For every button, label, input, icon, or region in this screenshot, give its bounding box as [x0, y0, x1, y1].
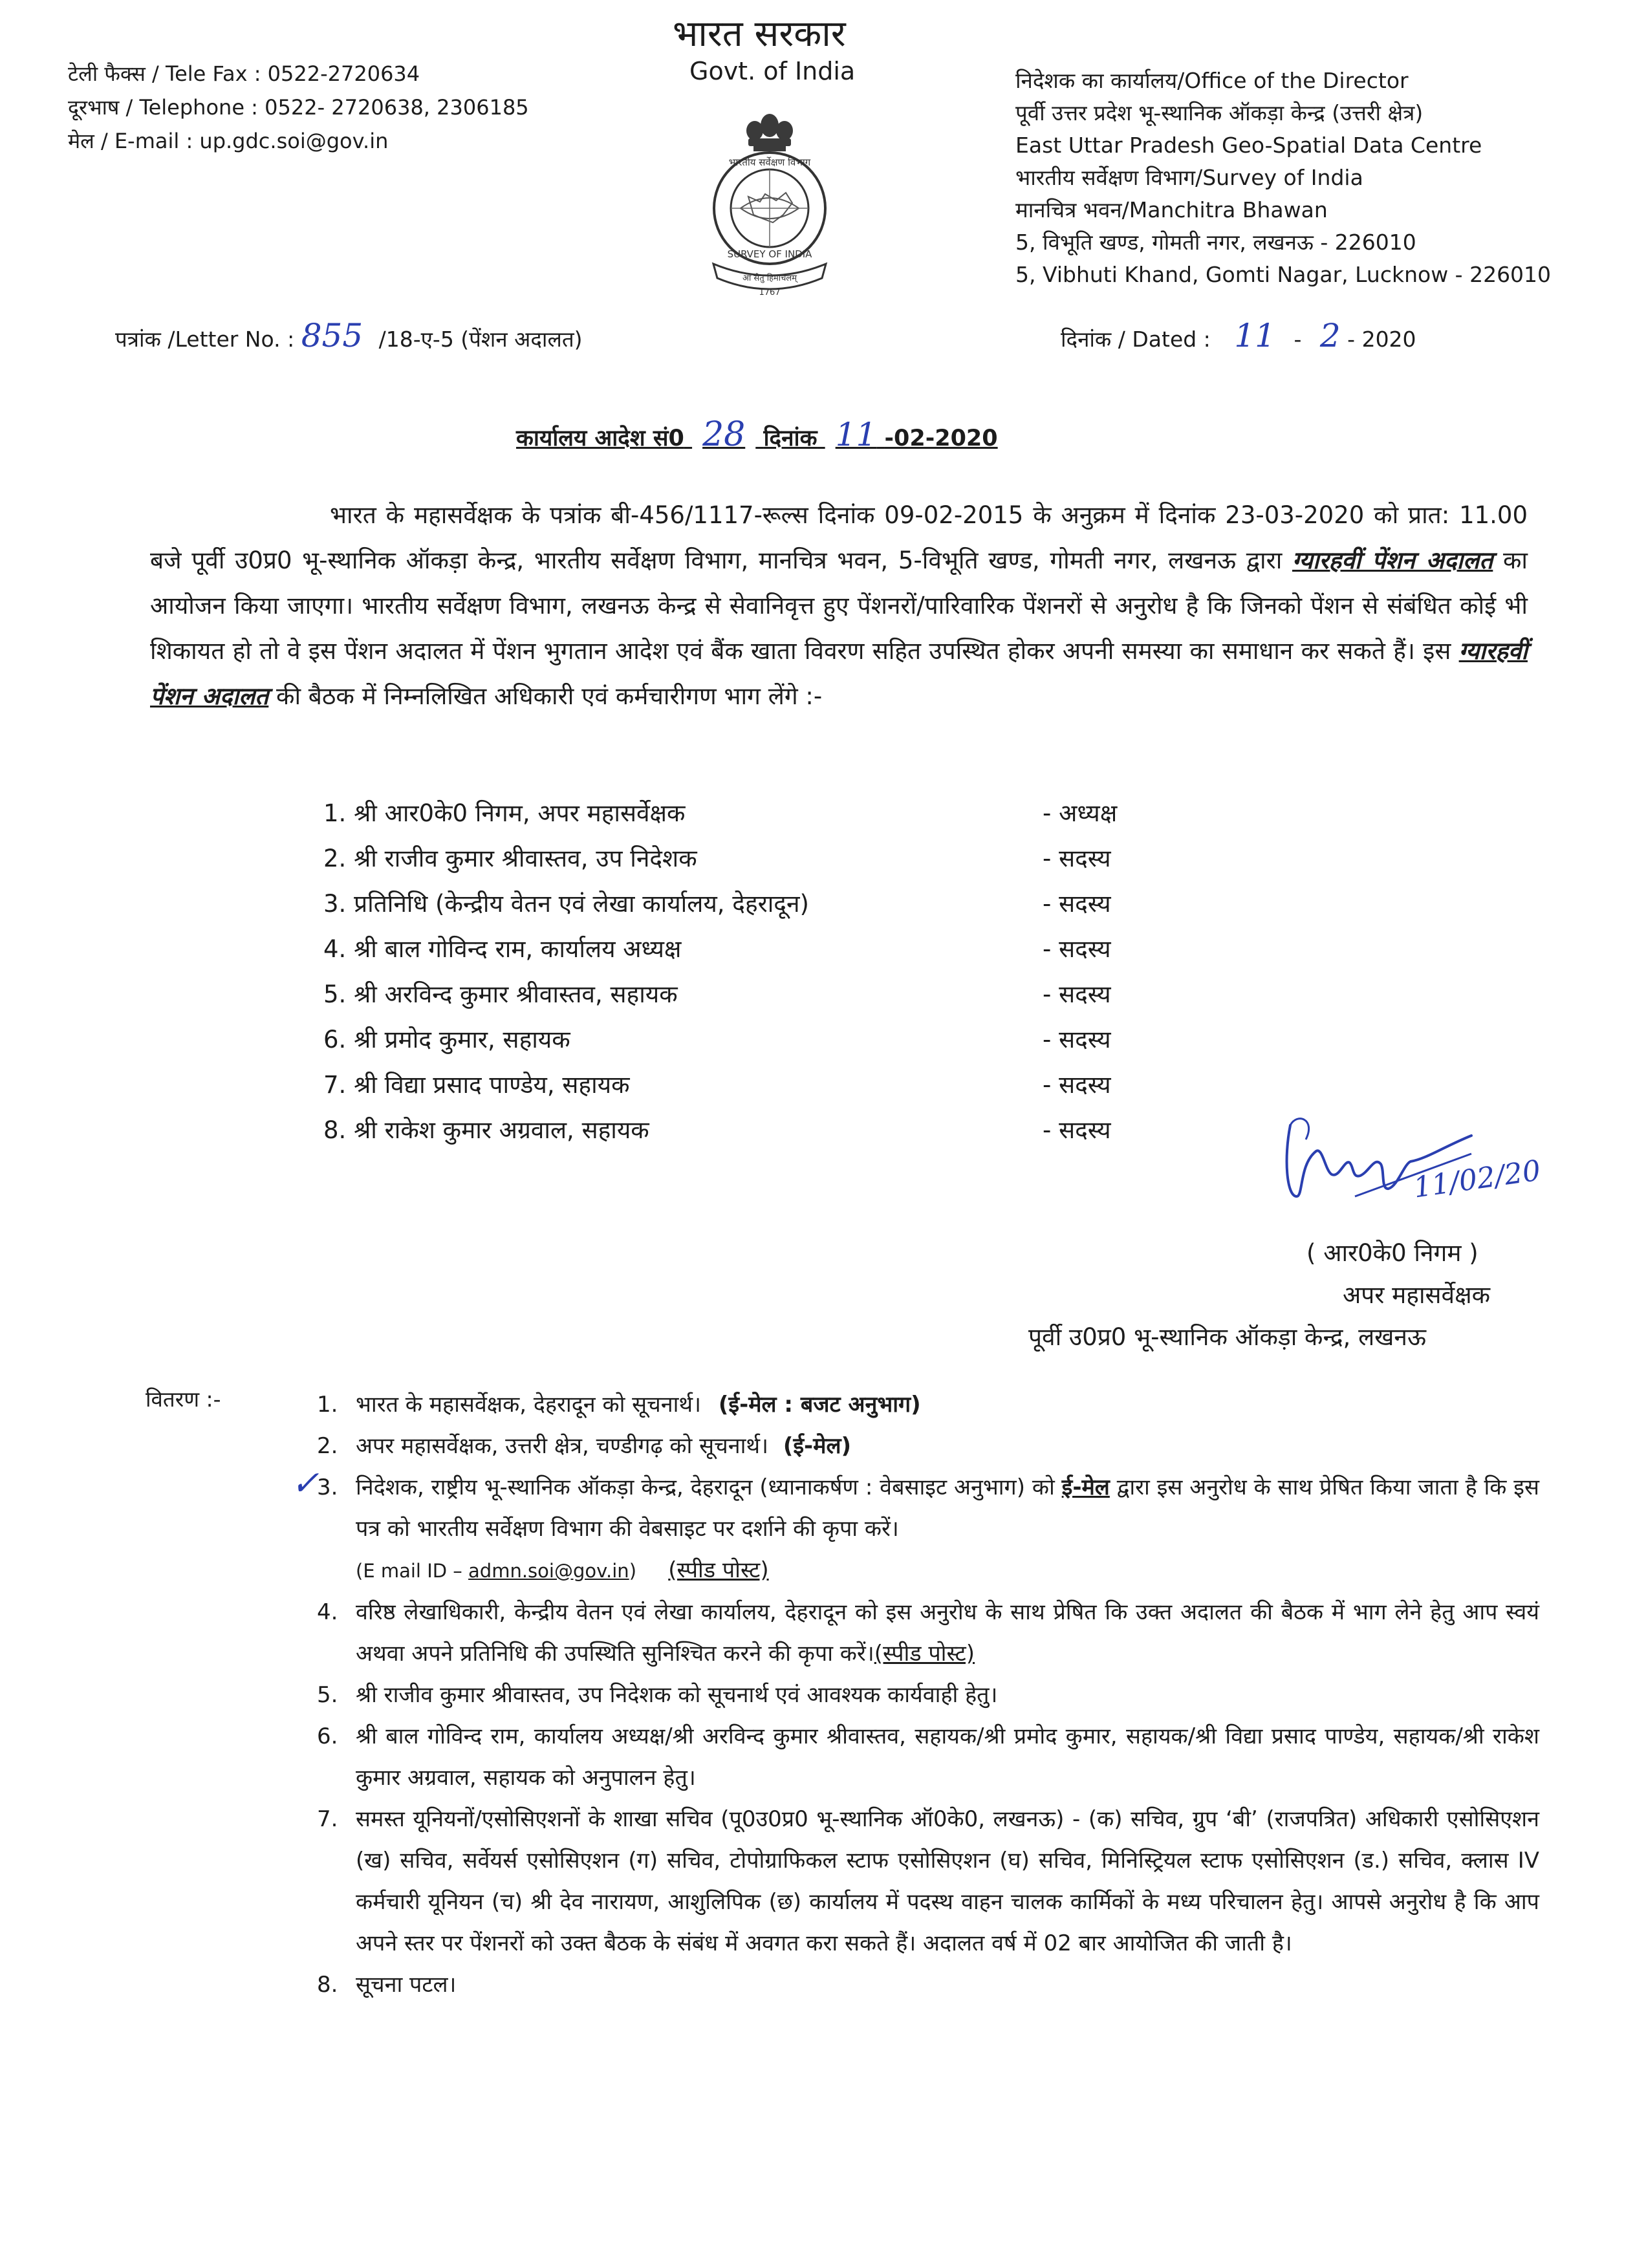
item-text: श्री राजीव कुमार श्रीवास्तव, उप निदेशक को सूचनार्थ एवं आवश्यक कार्यवाही हेतु।: [356, 1682, 998, 1708]
office-line: East Uttar Pradesh Geo-Spatial Data Centre: [1015, 133, 1482, 158]
member-role: - सदस्य: [1043, 935, 1111, 963]
signature-block: [1277, 1099, 1543, 1218]
email-id-line: [356, 1550, 1539, 1592]
member-row: [323, 795, 1164, 841]
item-number: 3.: [317, 1474, 338, 1500]
telephone-line: दूरभाष / Telephone : 0522- 2720638, 2306185: [68, 95, 529, 120]
member-role: - सदस्य: [1043, 890, 1111, 918]
signature-date-handwritten: 11/02/20: [1411, 1154, 1543, 1205]
member-role: - सदस्य: [1043, 980, 1111, 1008]
office-line: पूर्वी उत्तर प्रदेश भू-स्थानिक ऑकड़ा केन्द्र (उत्तरी क्षेत्र): [1015, 100, 1424, 125]
body-text: की बैठक में निम्नलिखित अधिकारी एवं कर्मचारीगण भाग लेंगे :-: [276, 682, 823, 710]
signatory-designation: अपर महासर्वेक्षक: [1343, 1281, 1491, 1309]
distribution-item: [317, 1716, 1539, 1798]
body-text: भारत के महासर्वेक्षक के पत्रांक बी-456/1117-रूल्स दिनांक 09-02-2015 के अनुक्रम में दिनांक 23-03-2020 को प्रात: 11.00 बजे पूर्वी उ0प्र0 भू-स्थानिक ऑकड़ा केन्द्र, भारतीय सर्वेक्षण विभाग, मानचित्र भवन, 5-विभूति खण्ड, गोमती नगर, लखनऊ द्वारा: [150, 501, 1528, 574]
emblem-icon: [702, 111, 838, 299]
office-line: 5, Vibhuti Khand, Gomti Nagar, Lucknow - 226010: [1015, 262, 1552, 287]
item-text: समस्त यूनियनों/एसोसिएशनों के शाखा सचिव (पू0उ0प्र0 भू-स्थानिक ऑ0के0, लखनऊ) - (क) सचिव, ग्रुप ‘बी’ (राजपत्रित) अधिकारी एसोसिएशन (ख) सचिव, सर्वेयर्स एसोसिएशन (ग) सचिव, टोपोग्राफिकल स्टाफ एसोसिएशन (घ) सचिव, मिनिस्ट्रियल स्टाफ एसोसिएशन (ड.) सचिव, क्लास IV कर्मचारी यूनियन (च) श्री देव नारायण, आशुलिपिक (छ) कार्यालय में पदस्थ वाहन चालक कार्मिकों के मध्य परिचालन हेतु। आपसे अनुरोध है कि आप अपने स्तर पर पेंशनरों को उक्त बैठक के संबंध में अवगत करा सकते हैं। अदालत वर्ष में 02 बार आयोजित की जाती है।: [356, 1806, 1539, 1956]
item-mode: (स्पीड पोस्ट): [874, 1641, 975, 1667]
distribution-item: [317, 1674, 1539, 1716]
order-body-paragraph: [150, 493, 1528, 719]
member-role: - सदस्य: [1043, 1026, 1111, 1053]
member-name: 3. प्रतिनिधि (केन्द्रीय वेतन एवं लेखा कार्यालय, देहरादून): [323, 890, 809, 918]
item-number: 7.: [317, 1806, 338, 1832]
checkmark-icon: ✓: [291, 1464, 319, 1503]
member-role: - सदस्य: [1043, 1116, 1111, 1144]
seal-year: 1767: [759, 288, 781, 297]
member-name: 5. श्री अरविन्द कुमार श्रीवास्तव, सहायक: [323, 980, 678, 1008]
member-row: [323, 886, 1164, 931]
distribution-item: [317, 1384, 1539, 1425]
member-role: - सदस्य: [1043, 845, 1111, 872]
item-text: द्वारा इस अनुरोध के साथ प्रेषित किया जाता है कि इस पत्र को भारतीय सर्वेक्षण विभाग की वेबसाइट पर दर्शाने की कृपा करें।: [356, 1474, 1539, 1542]
member-row: [323, 841, 1164, 886]
seal-motto: आ सेतु हिमाचलम्: [742, 274, 797, 283]
body-emphasis: ग्यारहवीं पेंशन अदालत: [1292, 546, 1493, 574]
distribution-item: [291, 1464, 1539, 1592]
item-text: अपर महासर्वेक्षक, उत्तरी क्षेत्र, चण्डीगढ़ को सूचनार्थ।: [356, 1433, 769, 1459]
office-line: भारतीय सर्वेक्षण विभाग/Survey of India: [1015, 165, 1363, 190]
seal-english-text: SURVEY OF INDIA: [727, 248, 812, 260]
office-address-block: [1015, 65, 1551, 291]
distribution-item: [317, 1425, 1539, 1467]
member-role: - सदस्य: [1043, 1071, 1111, 1099]
letter-suffix: /18-ए-5 (पेंशन अदालत): [378, 327, 583, 352]
order-title-suffix: -02-2020: [884, 426, 998, 451]
order-title: [516, 415, 998, 454]
member-name: 8. श्री राकेश कुमार अग्रवाल, सहायक: [323, 1116, 649, 1144]
order-day-handwritten: 11: [835, 416, 877, 453]
email-line: मेल / E-mail : up.gdc.soi@gov.in: [68, 129, 389, 153]
contact-block: [68, 57, 529, 158]
item-mode: (ई-मेल : बजट अनुभाग): [718, 1392, 921, 1418]
member-name: 6. श्री प्रमोद कुमार, सहायक: [323, 1026, 570, 1053]
email-close: ): [629, 1560, 637, 1582]
fax-line: टेली फैक्स / Tele Fax : 0522-2720634: [68, 61, 420, 86]
item-number: 8.: [317, 1972, 338, 1998]
office-line: 5, विभूति खण्ड, गोमती नगर, लखनऊ - 226010: [1015, 230, 1416, 255]
member-role: - अध्यक्ष: [1043, 799, 1118, 827]
email-link[interactable]: admn.soi@gov.in: [468, 1560, 629, 1582]
member-row: [323, 1067, 1164, 1112]
letter-date: [1061, 317, 1416, 354]
member-name: 7. श्री विद्या प्रसाद पाण्डेय, सहायक: [323, 1071, 630, 1099]
date-separator: -: [1294, 327, 1302, 352]
item-number: 6.: [317, 1723, 338, 1749]
item-number: 5.: [317, 1682, 338, 1708]
order-number-handwritten: 28: [702, 415, 746, 454]
distribution-heading: वितरण :-: [146, 1387, 221, 1412]
members-list: [323, 795, 1164, 1158]
office-line: निदेशक का कार्यालय/Office of the Director: [1015, 68, 1409, 93]
date-month-handwritten: 2: [1319, 317, 1341, 354]
item-number: 4.: [317, 1599, 338, 1625]
signatory-office: पूर्वी उ0प्र0 भू-स्थानिक ऑकड़ा केन्द्र, लखनऊ: [1028, 1323, 1426, 1351]
letter-number-handwritten: 855: [301, 317, 363, 354]
member-name: 4. श्री बाल गोविन्द राम, कार्यालय अध्यक्ष: [323, 935, 682, 963]
survey-of-india-emblem: [702, 111, 838, 299]
office-line: मानचित्र भवन/Manchitra Bhawan: [1015, 197, 1328, 222]
item-text: भारत के महासर्वेक्षक, देहरादून को सूचनार्थ।: [356, 1392, 702, 1418]
email-label: (E mail ID –: [356, 1560, 462, 1582]
letter-number: [115, 317, 583, 354]
distribution-item: [317, 1964, 1539, 2005]
member-row: [323, 977, 1164, 1022]
body-emphasis: ग्यारहवीं पेंशन अदालत: [150, 637, 1528, 710]
distribution-item: [317, 1798, 1539, 1964]
item-mode: ई-मेल: [1061, 1474, 1110, 1500]
body-text: का आयोजन किया जाएगा। भारतीय सर्वेक्षण विभाग, लखनऊ केन्द्र से सेवानिवृत्त हुए पेंशनरों/पारिवारिक पेंशनरों से अनुरोध है कि जिनको पेंशन से संबंधित कोई भी शिकायत हो तो वे इस पेंशन अदालत में पेंशन भुगतान आदेश एवं बैंक खाता विवरण सहित उपस्थित होकर अपनी समस्या का समाधान कर सकते हैं। इस: [150, 546, 1528, 665]
distribution-list: [291, 1384, 1539, 2005]
item-text: निदेशक, राष्ट्रीय भू-स्थानिक ऑकड़ा केन्द्र, देहरादून (ध्यानाकर्षण : वेबसाइट अनुभाग) को: [356, 1474, 1055, 1500]
item-number: 1.: [317, 1392, 338, 1418]
member-row: [323, 1112, 1164, 1158]
letter-label: पत्रांक /Letter No. :: [115, 327, 295, 352]
date-day-handwritten: 11: [1234, 317, 1275, 354]
member-row: [323, 931, 1164, 977]
item-mode: (ई-मेल): [783, 1433, 852, 1459]
gov-title-english: Govt. of India: [689, 57, 856, 85]
item-text: सूचना पटल।: [356, 1972, 457, 1998]
order-title-prefix: कार्यालय आदेश सं0: [516, 426, 684, 451]
item-text: श्री बाल गोविन्द राम, कार्यालय अध्यक्ष/श्री अरविन्द कुमार श्रीवास्तव, सहायक/श्री प्रमोद कुमार, सहायक/श्री विद्या प्रसाद पाण्डेय, सहायक/श्री राकेश कुमार अग्रवाल, सहायक को अनुपालन हेतु।: [356, 1723, 1539, 1791]
member-row: [323, 1022, 1164, 1067]
gov-title-hindi: भारत सरकार: [673, 13, 846, 55]
signatory-name: ( आर0के0 निगम ): [1306, 1239, 1478, 1267]
item-text: वरिष्ठ लेखाधिकारी, केन्द्रीय वेतन एवं लेखा कार्यालय, देहरादून को इस अनुरोध के साथ प्रेषित कि उक्त अदालत की बैठक में भाग लेने हेतु आप स्वयं अथवा अपने प्रतिनिधि की उपस्थिति सुनिश्चित करने की कृपा करें।: [356, 1599, 1539, 1667]
distribution-item: [317, 1592, 1539, 1674]
item-mode: (स्पीड पोस्ट): [668, 1557, 769, 1583]
order-title-date-label: दिनांक: [763, 426, 817, 451]
date-year: - 2020: [1347, 327, 1416, 352]
seal-hindi-text: भारतीय सर्वेक्षण विभाग: [728, 157, 811, 168]
member-name: 2. श्री राजीव कुमार श्रीवास्तव, उप निदेशक: [323, 845, 697, 872]
member-name: 1. श्री आर0के0 निगम, अपर महासर्वेक्षक: [323, 799, 686, 827]
dated-label: दिनांक / Dated :: [1061, 327, 1211, 352]
item-number: 2.: [317, 1433, 338, 1459]
